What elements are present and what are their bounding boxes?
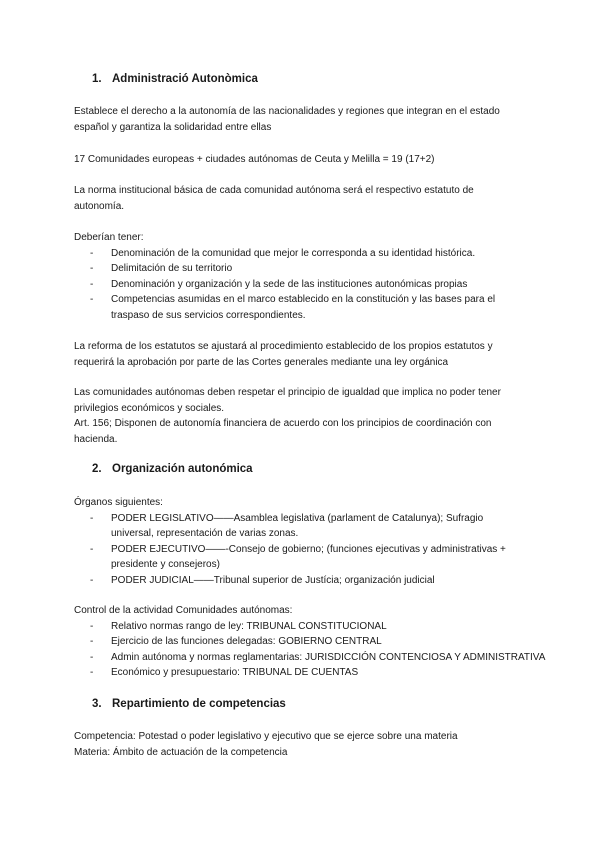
text-line: La norma institucional básica de cada comunidad autónoma será el respectivo estatuto de (74, 185, 474, 196)
paragraph-communities (74, 152, 522, 168)
list-intro: Control de la actividad Comunidades autónomas: (74, 605, 293, 616)
paragraph-equality (74, 385, 522, 447)
text-line: 17 Comunidades europeas + ciudades autónomas de Ceuta y Melilla = 19 (17+2) (74, 154, 435, 165)
paragraph-autonomy (74, 104, 522, 135)
list-item: - Relativo normas rango de ley: TRIBUNAL CONSTITUCIONAL (74, 619, 522, 635)
section-title: Administració Autonòmica (112, 73, 258, 85)
list-item: - PODER EJECUTIVO——-Consejo de gobierno; (funciones ejecutivas y administrativas + presidente y consejeros) (74, 542, 511, 573)
list-item: - Competencias asumidas en el marco establecido en la constitución y las bases para el traspaso de sus servicios correspondientes. (74, 292, 511, 323)
text-line: Establece el derecho a la autonomía de las nacionalidades y regiones que integran en el estado (74, 106, 500, 117)
section-title: Organización autonómica (112, 463, 253, 475)
text-line: hacienda. (74, 433, 118, 445)
text-line: Materia: Ámbito de actuación de la competencia (74, 746, 288, 758)
text-line: español y garantiza la solidaridad entre ellas (74, 121, 272, 133)
list-control (74, 603, 546, 681)
section-number: 3. (92, 698, 102, 710)
text-line: privilegios económicos y sociales. (74, 402, 225, 414)
list-item: - Económico y presupuestario: TRIBUNAL DE CUENTAS (74, 665, 522, 681)
section-number: 2. (92, 463, 102, 475)
section-heading-3 (92, 697, 286, 712)
paragraph-reform (74, 339, 522, 370)
text-line: Las comunidades autónomas deben respetar el principio de igualdad que implica no poder tener (74, 387, 501, 398)
text-line: Competencia: Potestad o poder legislativo y ejecutivo que se ejerce sobre una materia (74, 731, 458, 742)
section-number: 1. (92, 73, 102, 85)
paragraph-statute (74, 183, 522, 214)
list-requirements (74, 230, 522, 323)
section-heading-1 (92, 72, 258, 87)
list-intro: Órganos siguientes: (74, 497, 163, 508)
paragraph-definitions (74, 729, 522, 760)
section-heading-2 (92, 462, 253, 477)
text-line: La reforma de los estatutos se ajustará al procedimiento establecido de los propios estatutos y (74, 341, 493, 352)
list-item: - Denominación de la comunidad que mejor le corresponda a su identidad histórica. (74, 246, 522, 262)
text-line: autonomía. (74, 200, 125, 212)
list-item: - Ejercicio de las funciones delegadas: GOBIERNO CENTRAL (74, 634, 522, 650)
text-line: requerirá la aprobación por parte de las Cortes generales mediante una ley orgánica (74, 356, 449, 368)
list-item: - Denominación y organización y la sede de las instituciones autonómicas propias (74, 277, 522, 293)
text-line: Art. 156; Disponen de autonomía financiera de acuerdo con los principios de coordinación con (74, 418, 492, 429)
list-intro: Deberían tener: (74, 232, 144, 243)
list-organos (74, 495, 522, 588)
list-item: - PODER JUDICIAL——Tribunal superior de Justícia; organización judicial (74, 573, 522, 589)
list-item: - Delimitación de su territorio (74, 261, 522, 277)
list-item: - Admin autónoma y normas reglamentarias: JURISDICCIÓN CONTENCIOSA Y ADMINISTRATIVA (74, 650, 522, 666)
section-title: Repartimiento de competencias (112, 698, 286, 710)
list-item: - PODER LEGISLATIVO——Asamblea legislativa (parlament de Catalunya); Sufragio universal, representación de varias zonas. (74, 511, 511, 542)
